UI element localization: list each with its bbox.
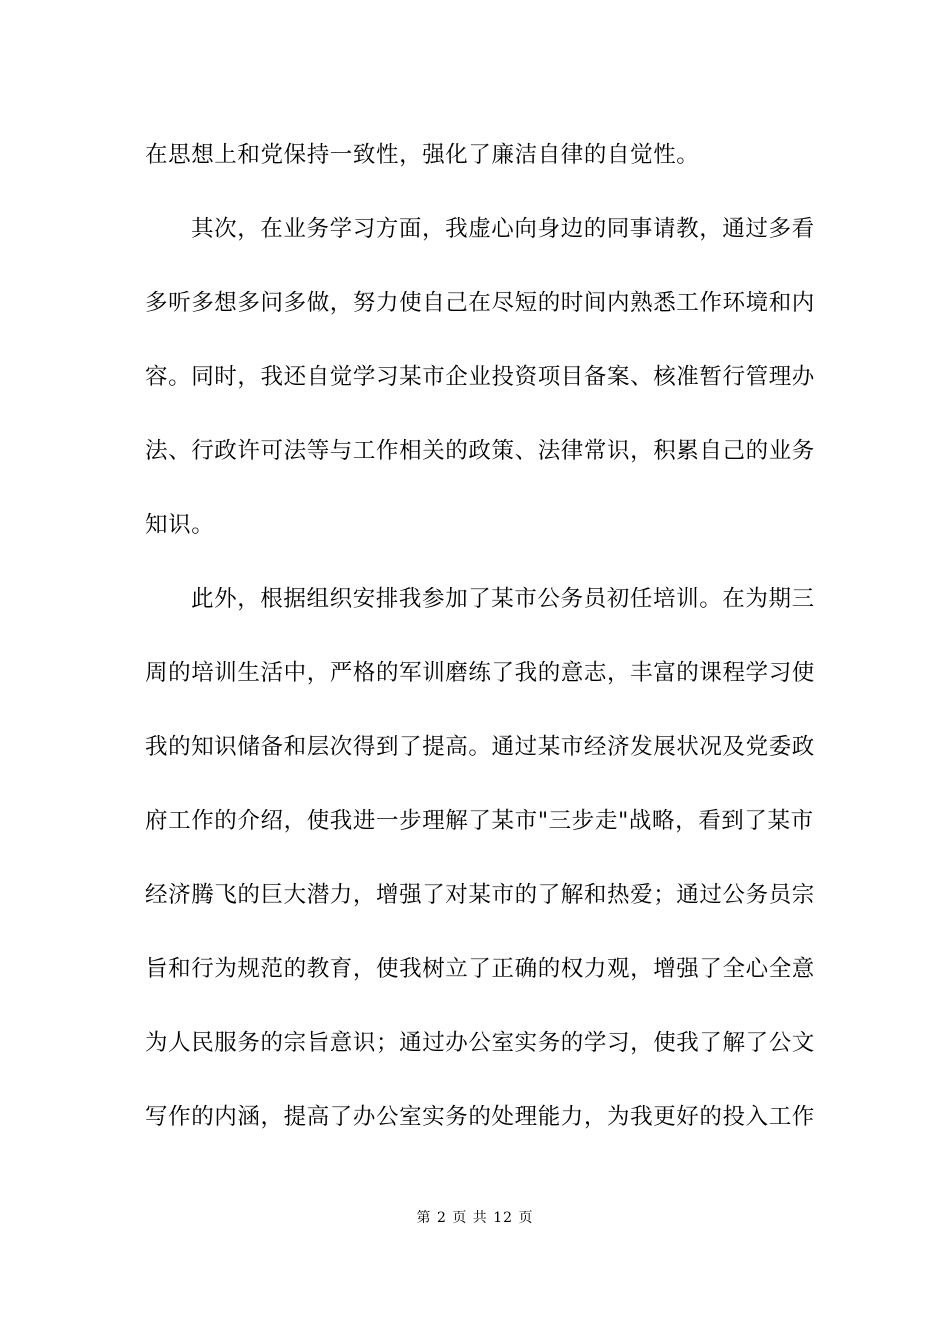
paragraph-start-line: 此外，根据组织安排我参加了某市公务员初任培训。在为期三 [191,586,815,612]
paragraph-start-line: 其次，在业务学习方面，我虚心向身边的同事请教，通过多看 [191,216,815,242]
footer-current-page: 2 [436,1210,447,1226]
text-line: 为人民服务的宗旨意识；通过办公室实务的学习，使我了解了公文 [145,1030,815,1056]
footer-total-pages: 12 [493,1210,514,1226]
text-line: 府工作的介绍，使我进一步理解了某市"三步走"战略，看到了某市 [145,808,814,834]
footer-middle: 页 共 [452,1210,488,1226]
text-line: 法、行政许可法等与工作相关的政策、法律常识，积累自己的业务 [145,438,815,464]
page-footer [0,1208,950,1228]
text-line: 旨和行为规范的教育，使我树立了正确的权力观，增强了全心全意 [145,956,815,982]
footer-suffix: 页 [518,1210,534,1226]
footer-prefix: 第 [416,1210,432,1226]
text-line: 多听多想多问多做，努力使自己在尽短的时间内熟悉工作环境和内 [145,290,815,316]
text-line: 周的培训生活中，严格的军训磨练了我的意志，丰富的课程学习使 [145,660,815,686]
text-line: 写作的内涵，提高了办公室实务的处理能力，为我更好的投入工作 [145,1104,815,1130]
text-line: 容。同时，我还自觉学习某市企业投资项目备案、核准暂行管理办 [145,364,815,390]
text-line: 知识。 [145,512,215,538]
text-line: 经济腾飞的巨大潜力，增强了对某市的了解和热爱；通过公务员宗 [145,882,815,908]
text-line: 我的知识储备和层次得到了提高。通过某市经济发展状况及党委政 [145,734,815,760]
text-line: 在思想上和党保持一致性，强化了廉洁自律的自觉性。 [145,142,700,168]
